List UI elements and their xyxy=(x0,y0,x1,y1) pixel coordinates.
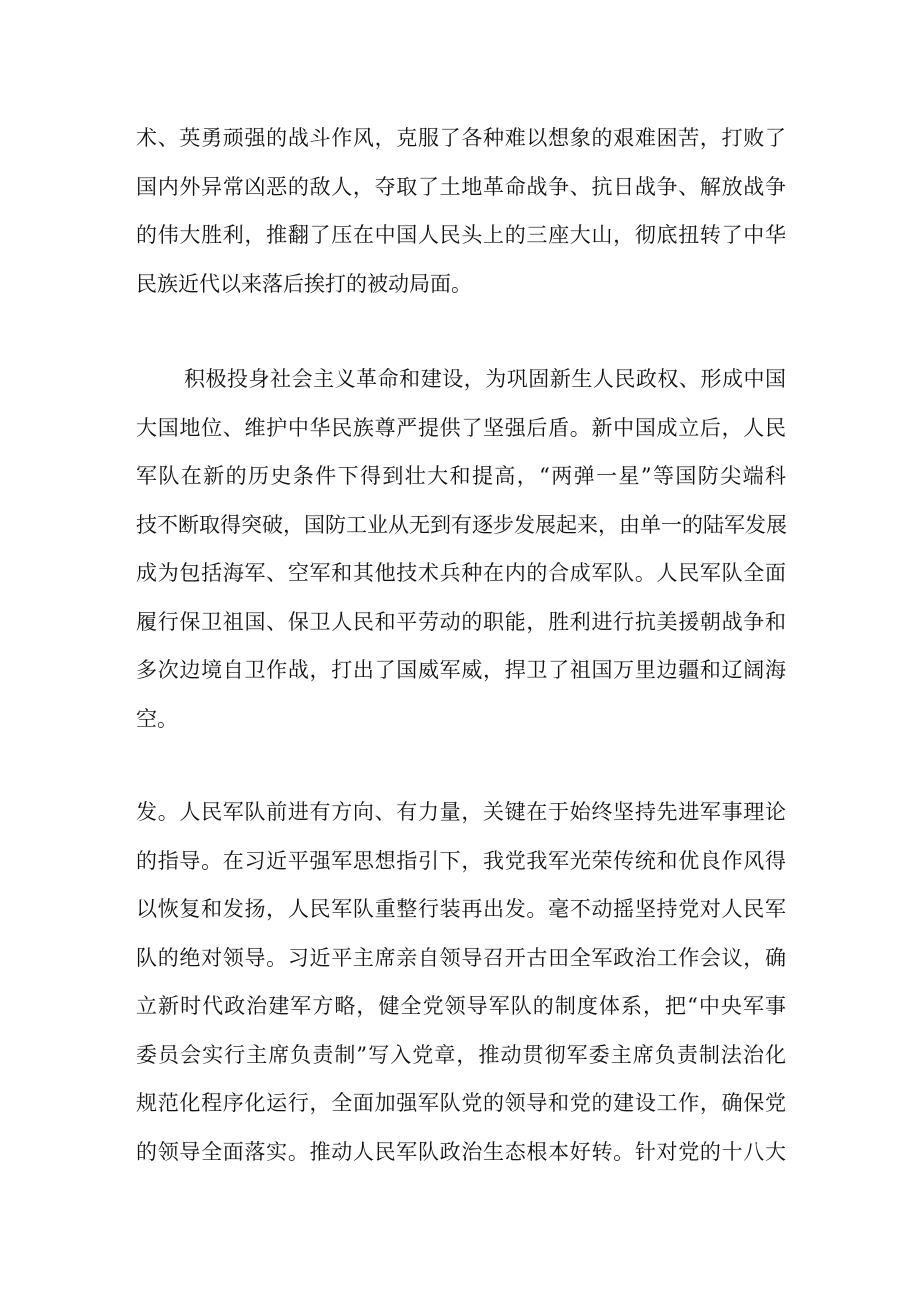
text-line: 以恢复和发扬，人民军队重整行装再出发。毫不动摇坚持党对人民军 xyxy=(136,897,786,921)
paragraph-3 xyxy=(136,788,786,1176)
text-line: 规范化程序化运行，全面加强军队党的领导和党的建设工作，确保党 xyxy=(136,1091,786,1115)
text-line: 履行保卫祖国、保卫人民和平劳动的职能，胜利进行抗美援朝战争和 xyxy=(136,609,786,634)
text-line: 发。人民军队前进有方向、有力量，关键在于始终坚持先进军事理论 xyxy=(136,800,786,824)
text-line: 大国地位、维护中华民族尊严提供了坚强后盾。新中国成立后，人民 xyxy=(136,415,786,440)
text-line: 队的绝对领导。习近平主席亲自领导召开古田全军政治工作会议，确 xyxy=(136,945,786,970)
text-line: 技不断取得突破，国防工业从无到有逐步发展起来，由单一的陆军发展 xyxy=(136,512,787,537)
text-line: 多次边境自卫作战，打出了国威军威，捍卫了祖国万里边疆和辽阔海 xyxy=(136,658,786,682)
text-line: 成为包括海军、空军和其他技术兵种在内的合成军队。人民军队全面 xyxy=(136,561,786,585)
paragraph-2 xyxy=(136,355,786,743)
paragraph-1 xyxy=(136,114,786,308)
text-line: 的指导。在习近平强军思想指引下，我党我军光荣传统和优良作风得 xyxy=(136,848,786,873)
text-line: 民族近代以来落后挨打的被动局面。 xyxy=(136,271,472,296)
text-line: 的领导全面落实。推动人民军队政治生态根本好转。针对党的十八大 xyxy=(136,1139,786,1164)
text-line: 军队在新的历史条件下得到壮大和提高，“两弹一星”等国防尖端科 xyxy=(136,464,786,488)
text-line: 国内外异常凶恶的敌人，夺取了土地革命战争、抗日战争、解放战争 xyxy=(136,174,786,199)
text-line: 术、英勇顽强的战斗作风，克服了各种难以想象的艰难困苦，打败了 xyxy=(136,126,786,150)
text-line: 委员会实行主席负责制”写入党章，推动贯彻军委主席负责制法治化 xyxy=(136,1042,786,1067)
text-line: 积极投身社会主义革命和建设，为巩固新生人民政权、形成中国 xyxy=(184,367,786,391)
text-line: 立新时代政治建军方略，健全党领导军队的制度体系，把“中央军事 xyxy=(136,994,786,1018)
text-line: 的伟大胜利，推翻了压在中国人民头上的三座大山，彻底扭转了中华 xyxy=(136,223,786,247)
text-line: 空。 xyxy=(136,706,178,731)
